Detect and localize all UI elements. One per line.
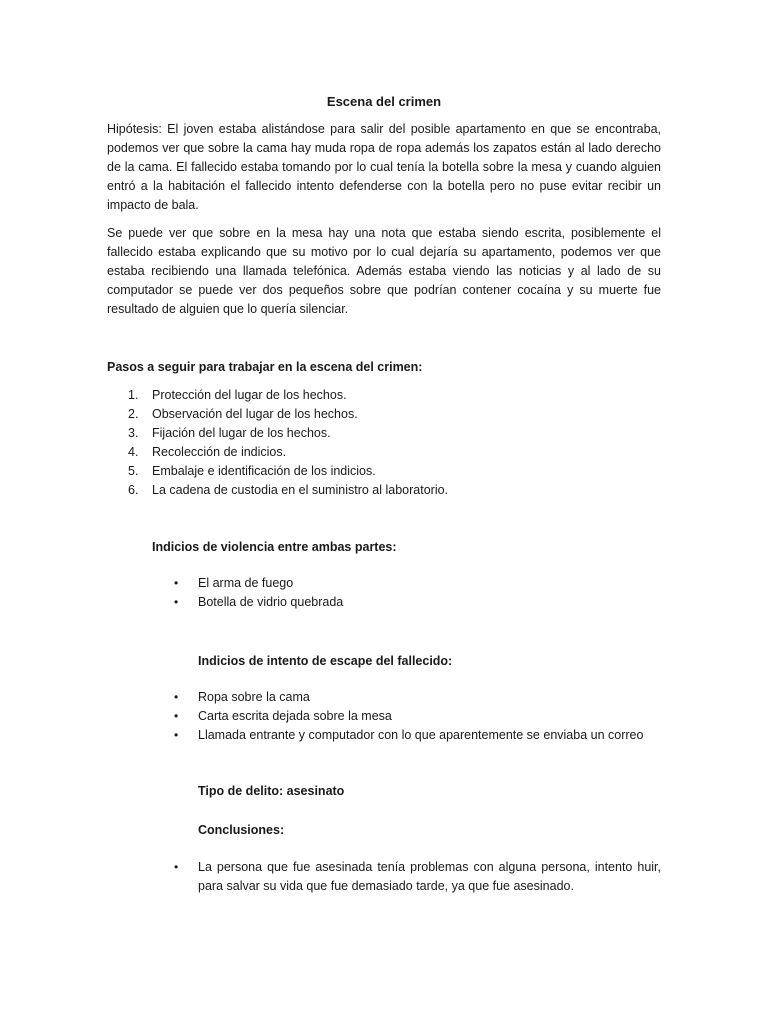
crime-type-heading: Tipo de delito: asesinato bbox=[198, 784, 345, 798]
list-item-text: Protección del lugar de los hechos. bbox=[152, 388, 347, 402]
list-item bbox=[174, 726, 643, 745]
list-item bbox=[174, 688, 643, 707]
list-item-text: Observación del lugar de los hechos. bbox=[152, 407, 358, 421]
list-item-text: La cadena de custodia en el suministro al laboratorio. bbox=[152, 483, 449, 497]
list-item-text: Embalaje e identificación de los indicios. bbox=[152, 464, 376, 478]
bullet-icon: • bbox=[174, 860, 179, 874]
hypothesis-paragraph: Hipótesis: El joven estaba alistándose para salir del posible apartamento en que se encontraba, podemos ver que sobre la cama hay muda ropa de ropa además los zapatos están al lado derecho de la cama. El fallecido estaba tomando por lo cual tenía la botella sobre la mesa y cuando alguien entró a la habitación el fallecido intento defenderse con la botella pero no puse evitar recibir un impacto de bala. bbox=[107, 122, 661, 212]
list-item-text: Ropa sobre la cama bbox=[198, 690, 310, 704]
violence-list bbox=[174, 574, 343, 612]
list-item bbox=[174, 707, 643, 726]
list-item-text: Llamada entrante y computador con lo que aparentemente se enviaba un correo bbox=[198, 728, 644, 742]
list-number: 2. bbox=[128, 407, 139, 421]
conclusions-list bbox=[174, 858, 661, 896]
list-number: 6. bbox=[128, 483, 139, 497]
bullet-icon: • bbox=[174, 690, 179, 704]
list-item bbox=[128, 481, 448, 500]
list-item bbox=[128, 386, 448, 405]
bullet-icon: • bbox=[174, 595, 179, 609]
list-item bbox=[174, 574, 343, 593]
observation-paragraph: Se puede ver que sobre en la mesa hay una nota que estaba siendo escrita, posiblemente el fallecido estaba explicando que su motivo por lo cual dejaría su apartamento, podemos ver que estaba recibiendo una llamada telefónica. Además estaba viendo las noticias y al lado de su computador se puede ver dos pequeños sobre que podrían contener cocaína y su muerte fue resultado de alguien que lo quería silenciar. bbox=[107, 226, 661, 316]
list-item-text: Carta escrita dejada sobre la mesa bbox=[198, 709, 392, 723]
escape-list bbox=[174, 688, 643, 745]
bullet-icon: • bbox=[174, 728, 179, 742]
list-item bbox=[128, 424, 448, 443]
list-number: 3. bbox=[128, 426, 139, 440]
list-item bbox=[128, 405, 448, 424]
list-item-text: El arma de fuego bbox=[198, 576, 294, 590]
conclusions-heading: Conclusiones: bbox=[198, 823, 285, 837]
violence-heading: Indicios de violencia entre ambas partes: bbox=[152, 540, 397, 554]
escape-heading: Indicios de intento de escape del fallecido: bbox=[198, 654, 453, 668]
document-title: Escena del crimen bbox=[326, 94, 442, 109]
list-item bbox=[174, 858, 661, 896]
steps-heading: Pasos a seguir para trabajar en la escena del crimen: bbox=[107, 360, 423, 374]
list-number: 4. bbox=[128, 445, 139, 459]
list-item-text: Fijación del lugar de los hechos. bbox=[152, 426, 331, 440]
bullet-icon: • bbox=[174, 576, 179, 590]
list-item-text: La persona que fue asesinada tenía problemas con alguna persona, intento huir, para salvar su vida que fue demasiado tarde, ya que fue asesinado. bbox=[198, 860, 661, 893]
list-number: 1. bbox=[128, 388, 139, 402]
list-item-text: Botella de vidrio quebrada bbox=[198, 595, 344, 609]
list-number: 5. bbox=[128, 464, 139, 478]
steps-list bbox=[128, 386, 448, 500]
bullet-icon: • bbox=[174, 709, 179, 723]
list-item bbox=[174, 593, 343, 612]
list-item-text: Recolección de indicios. bbox=[152, 445, 287, 459]
list-item bbox=[128, 443, 448, 462]
list-item bbox=[128, 462, 448, 481]
